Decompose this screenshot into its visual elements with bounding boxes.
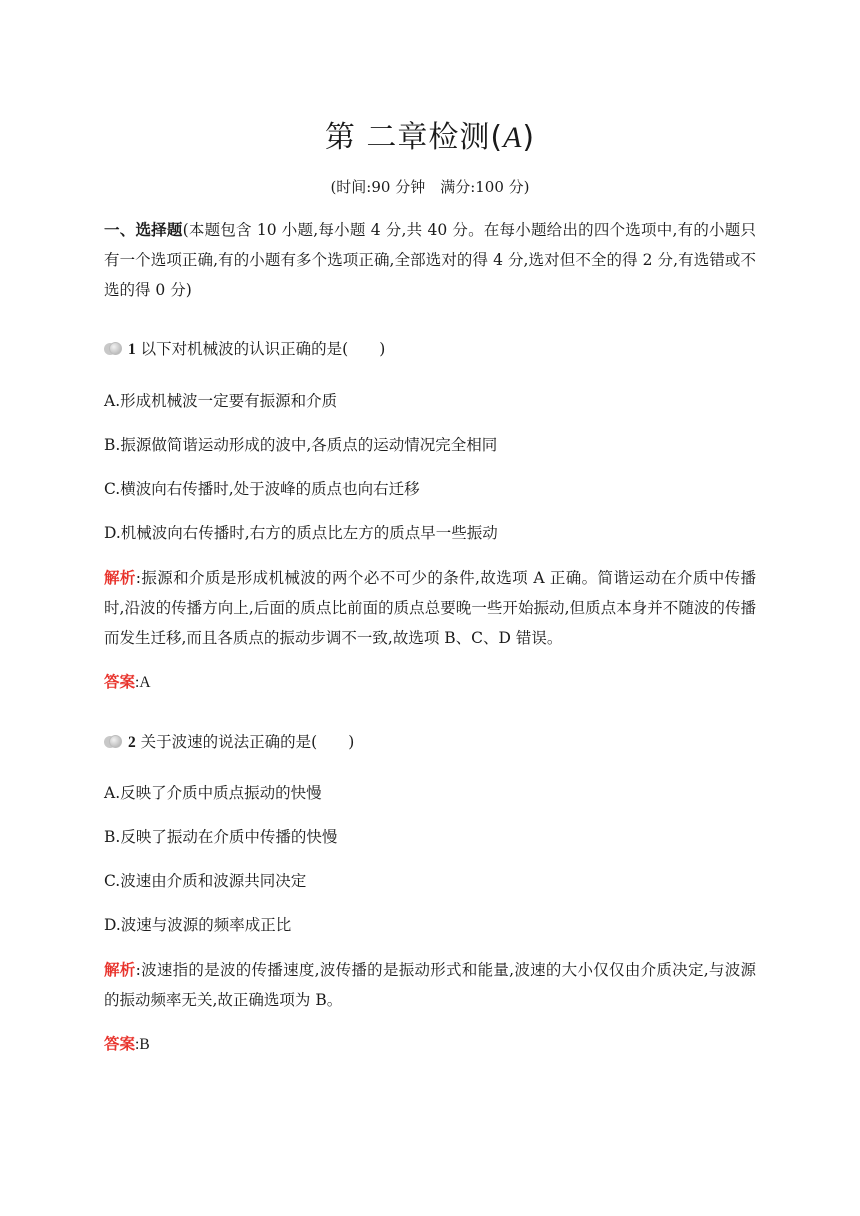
section-instructions-text: (本题包含 10 小题,每小题 4 分,共 40 分。在每小题给出的四个选项中,有的小题只有一个选项正确,有的小题有多个选项正确,全部选对的得 4 分,选对但不全的得 2 分,有选错或不选的得 0 分) xyxy=(104,221,756,299)
question-1-option-d: D.机械波向右传播时,右方的质点比左方的质点早一些振动 xyxy=(104,524,498,542)
analysis-label: 解析 xyxy=(104,960,136,979)
question-1-option-a: A.形成机械波一定要有振源和介质 xyxy=(104,392,338,410)
title-variant: A xyxy=(503,121,523,154)
question-number: 2 xyxy=(128,734,136,751)
answer-value: :B xyxy=(135,1036,150,1053)
question-2-option-d: D.波速与波源的频率成正比 xyxy=(104,916,292,934)
question-1-option-b: B.振源做简谐运动形成的波中,各质点的运动情况完全相同 xyxy=(104,436,498,454)
question-2-analysis xyxy=(104,955,756,1015)
exam-meta: (时间:90 分钟 满分:100 分) xyxy=(330,178,530,196)
title-text: 第 二章检测( xyxy=(324,120,504,155)
section-heading: 一、选择题 xyxy=(104,220,183,239)
title-close: ) xyxy=(522,120,536,155)
analysis-label: 解析 xyxy=(104,568,136,587)
question-2-stem xyxy=(104,727,756,758)
analysis-text: :波速指的是波的传播速度,波传播的是振动形式和能量,波速的大小仅仅由介质决定,与波源的振动频率无关,故正确选项为 B。 xyxy=(104,961,756,1009)
question-number: 1 xyxy=(128,341,136,358)
question-1-analysis xyxy=(104,563,756,653)
question-2-option-c: C.波速由介质和波源共同决定 xyxy=(104,872,307,890)
question-1-answer xyxy=(104,667,756,698)
answer-label: 答案 xyxy=(104,1034,136,1053)
answer-value: :A xyxy=(135,674,151,691)
section-instructions xyxy=(104,215,756,305)
question-2-option-a: A.反映了介质中质点振动的快慢 xyxy=(104,784,322,802)
question-2-option-b: B.反映了振动在介质中传播的快慢 xyxy=(104,828,338,846)
question-text: 以下对机械波的认识正确的是( ) xyxy=(135,340,386,358)
question-1-option-c: C.横波向右传播时,处于波峰的质点也向右迁移 xyxy=(104,480,420,498)
question-1-stem xyxy=(104,334,756,365)
question-bullet-icon xyxy=(104,342,124,356)
analysis-text: :振源和介质是形成机械波的两个必不可少的条件,故选项 A 正确。简谐运动在介质中传播时,沿波的传播方向上,后面的质点比前面的质点总要晚一些开始振动,但质点本身并不随波的传播而发生迁移,而且各质点的振动步调不一致,故选项 B、C、D 错误。 xyxy=(104,569,756,647)
page-title xyxy=(0,112,860,156)
question-bullet-icon xyxy=(104,735,124,749)
question-text: 关于波速的说法正确的是( ) xyxy=(135,733,355,751)
question-2-answer xyxy=(104,1029,756,1060)
answer-label: 答案 xyxy=(104,672,136,691)
